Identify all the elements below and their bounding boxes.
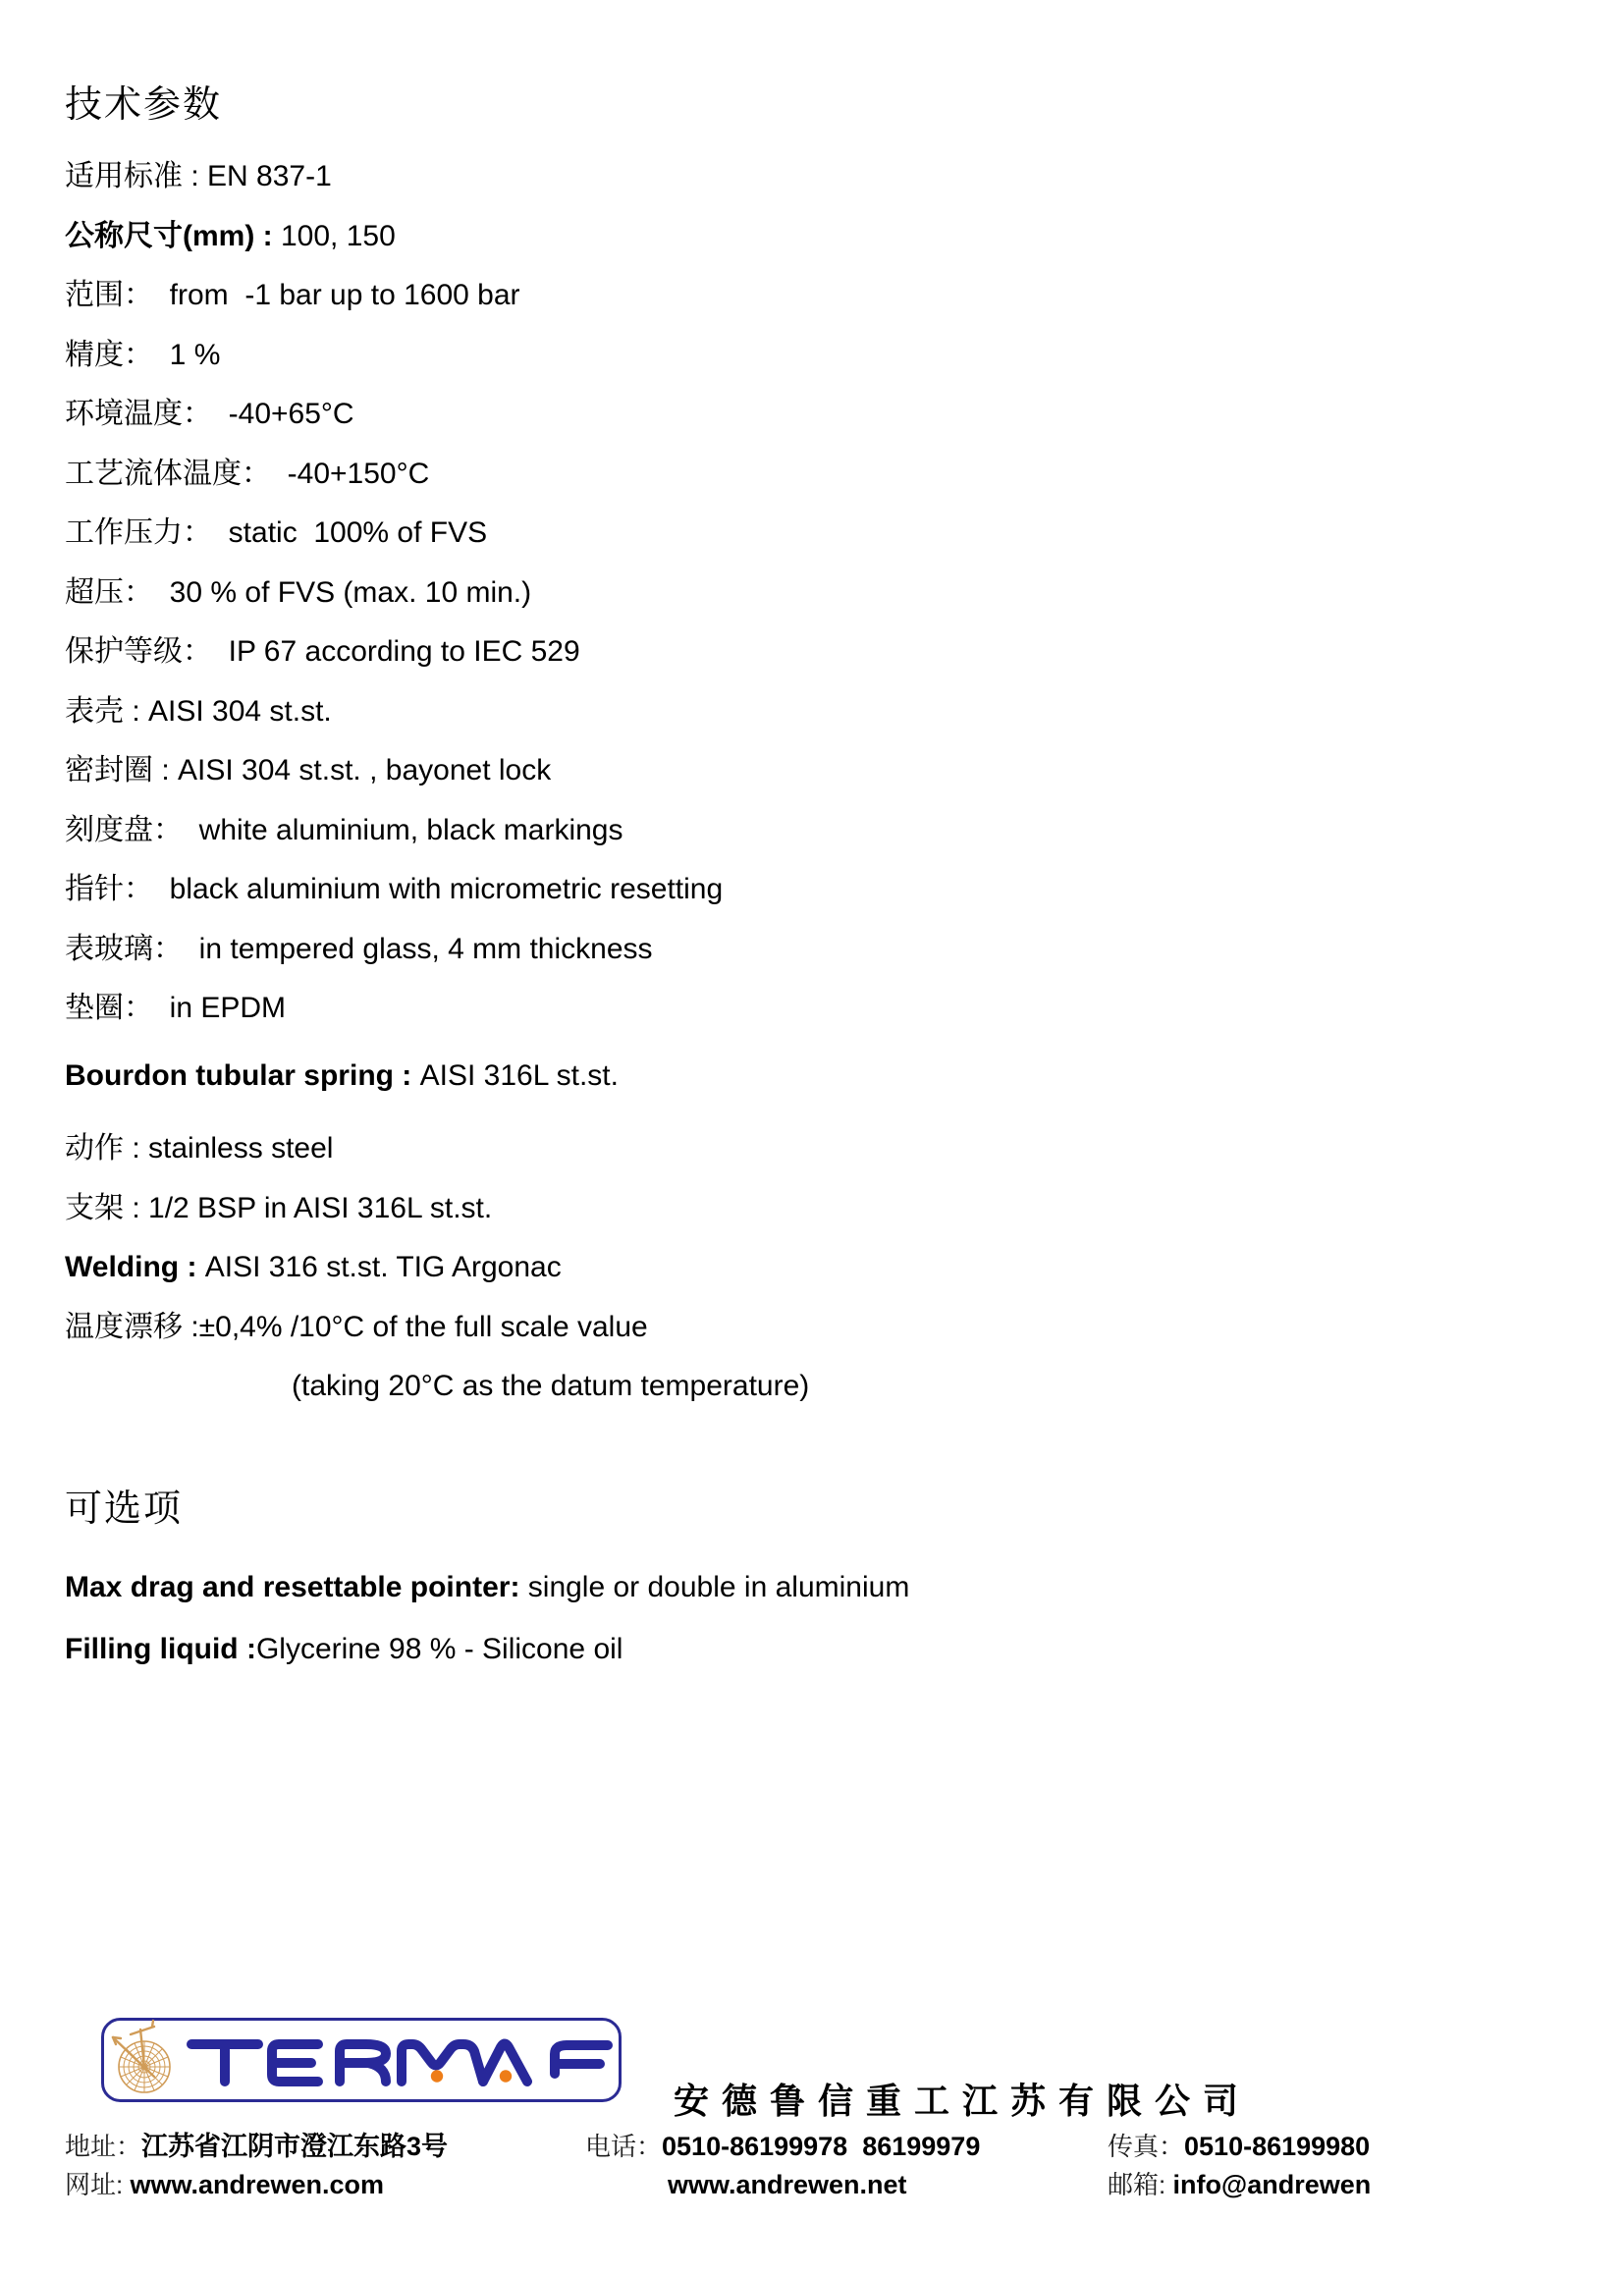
spec-text: 30 % of FVS (max. 10 min.) [169,575,532,609]
spec-label-bold: : [179,1251,205,1283]
spec-line [65,682,809,742]
spec-line [65,1179,809,1239]
spec-text: 表玻璃： [65,932,199,965]
spec-text: in EPDM [169,992,287,1024]
spec-line [65,741,809,801]
spec-line [65,385,809,445]
contact-item [668,2167,907,2202]
spec-text: EN 837-1 [207,160,332,192]
contact-label: 地址： [65,2132,142,2161]
spec-text: Glycerine 98 % - Silicone oil [255,1633,623,1665]
options-section-title: 可选项 [65,1489,184,1530]
spec-text: 工作压力： [65,516,229,549]
footer-contact-line-2 [0,2167,1624,2202]
spec-text: 精度： [65,338,170,371]
spec-text: black aluminium with micrometric resetting [169,873,724,905]
spec-line [65,979,809,1039]
spec-text: 指针： [65,873,170,905]
contact-item [1108,2167,1371,2202]
spec-text: AISI 316L st.st. [419,1058,619,1092]
spec-line [65,1556,909,1618]
spec-line [65,920,809,980]
options-list [65,1556,909,1680]
spec-text: AISI 316 st.st. TIG Argonac [204,1251,562,1283]
spec-line [65,1238,809,1298]
spec-line [65,207,809,267]
spec-label-bold: Max drag and resettable pointer: [65,1571,520,1603]
spec-text: 动作 : [65,1132,149,1164]
spec-text: 适用标准 : [65,160,208,192]
spec-text: 超压： [65,575,170,609]
footer-contact-line-1 [0,2129,1624,2164]
spec-line [65,801,809,861]
spec-line [65,1618,909,1680]
spec-line [65,445,809,505]
contact-item [585,2129,980,2164]
termaf-logo [101,2018,622,2102]
spec-text: 范围： [65,279,170,311]
spec-line [65,1357,809,1417]
contact-value: info@andrewen [1172,2170,1372,2199]
spec-text: single or double in aluminium [519,1571,910,1603]
contact-label: 邮箱: [1108,2170,1173,2199]
spec-label-bold: 公称尺寸(mm) : [65,219,281,252]
logo-dot-a [500,2070,512,2082]
spec-text: white aluminium, black markings [198,813,623,846]
spec-text: in tempered glass, 4 mm thickness [198,932,653,965]
contact-label: 电话： [585,2132,663,2161]
contact-value: 江苏省江阴市澄江东路3号 [141,2132,449,2161]
spec-line [65,1119,809,1179]
spec-line [65,266,809,326]
spec-label-bold: Welding [65,1251,180,1283]
spec-line [65,504,809,564]
spec-text: 密封圈 : [65,754,179,786]
spec-text: 环境温度： [65,398,229,430]
spec-text: IP 67 according to IEC 529 [228,635,580,668]
spec-text: AISI 304 st.st. , bayonet lock [178,754,552,786]
spec-text: 工艺流体温度： [65,457,288,490]
spec-text: ±0,4% /10°C of the full scale value [198,1310,648,1343]
spec-line [65,623,809,682]
spec-text: 垫圈： [65,992,170,1024]
spec-line [65,564,809,623]
contact-item [65,2167,384,2202]
spec-text: 表壳 : [65,694,149,728]
spec-text: 1 % [169,338,221,371]
spec-label-bold: Bourdon tubular spring : [65,1058,420,1092]
spec-text: 保护等级： [65,635,229,668]
spec-line [65,1298,809,1358]
spec-text: AISI 304 st.st. [148,694,332,728]
spec-text: (taking 20°C as the datum temperature) [292,1370,810,1402]
spec-text: stainless steel [148,1132,334,1164]
spec-text: 温度漂移 : [65,1310,199,1343]
contact-label: 网址: [65,2170,131,2199]
spec-line [65,1047,809,1107]
spec-line [65,860,809,920]
spec-list [65,147,809,1417]
contact-item [1108,2129,1370,2164]
contact-value: 0510-86199980 [1184,2132,1371,2161]
page-title: 技术参数 [65,84,223,126]
contact-value: www.andrewen.com [130,2170,385,2199]
spec-text: 支架 : [65,1191,149,1224]
spec-text: from -1 bar up to 1600 bar [169,279,520,311]
logo-dot-m [431,2070,443,2082]
spec-text: 1/2 BSP in AISI 316L st.st. [148,1191,493,1224]
contact-value: www.andrewen.net [668,2170,907,2199]
contact-item [65,2129,448,2164]
spec-text: 刻度盘： [65,813,199,846]
spec-text: 100, 150 [281,219,396,252]
spec-text: static 100% of FVS [228,516,488,549]
spec-label-bold: Filling liquid : [65,1633,256,1665]
company-name: 安德鲁信重工江苏有限公司 [674,2081,1252,2121]
contact-label: 传真： [1108,2132,1185,2161]
spec-line [65,147,809,207]
spec-text: -40+150°C [287,457,430,490]
contact-value: 0510-86199978 86199979 [662,2132,981,2161]
spec-text: -40+65°C [228,398,354,430]
spec-line [65,326,809,386]
